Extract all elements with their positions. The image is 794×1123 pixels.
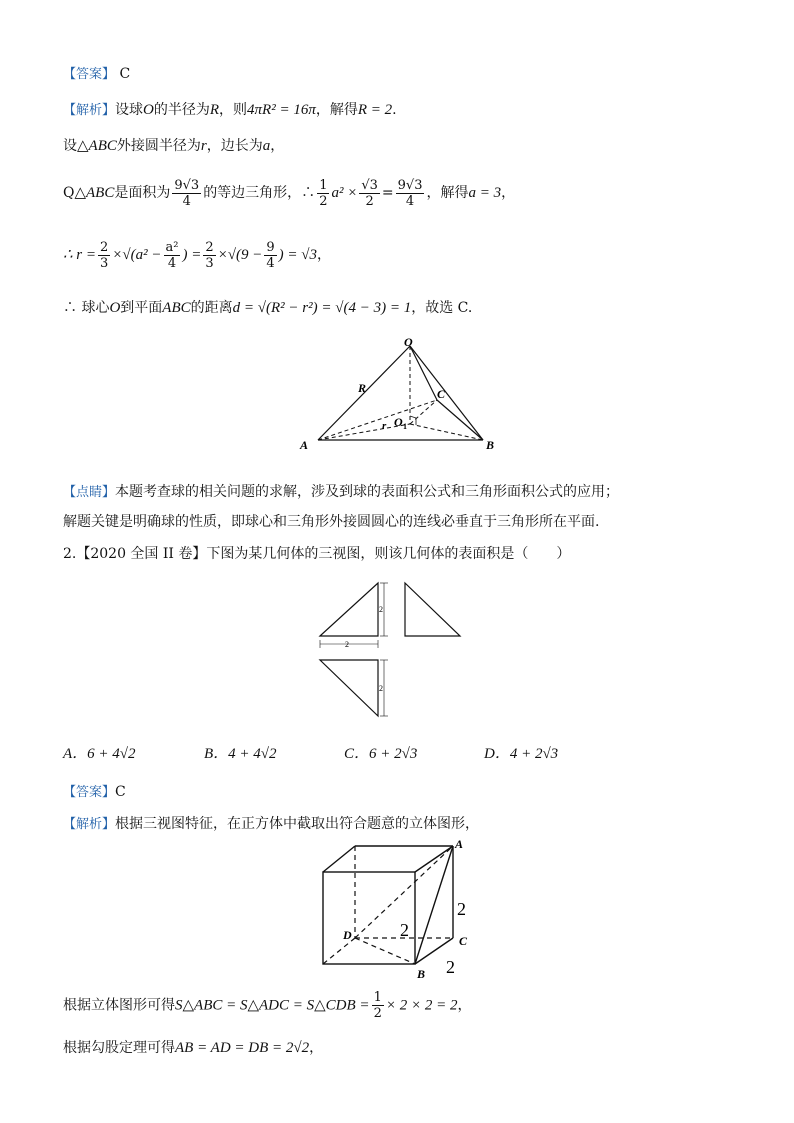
text: .: [392, 102, 397, 118]
edge-AC: [318, 400, 437, 440]
analysis-line-2: [63, 136, 284, 156]
label-A: A: [455, 838, 464, 851]
math: ) = √3: [278, 247, 318, 263]
text: 根据三视图特征，在正方体中截取出符合题意的立体图形，: [115, 816, 480, 832]
fraction: [317, 178, 329, 209]
comment-line-2: [63, 512, 599, 532]
option-text: A．6 + 4√2: [63, 746, 136, 762]
text: 的等边三角形，∴: [203, 185, 316, 201]
label-B: B: [486, 438, 495, 452]
denominator: 4: [405, 193, 415, 209]
numerator: a²: [165, 239, 179, 255]
text: ∴ 球心: [63, 300, 110, 316]
denominator: 2: [373, 1006, 382, 1021]
answer-tag: 【答案】: [63, 67, 116, 82]
label-A: A: [300, 438, 309, 452]
label-O: O: [404, 335, 413, 349]
math: R = 2: [357, 102, 393, 118]
math: a: [262, 138, 271, 154]
side-view: [405, 583, 460, 636]
fraction: [172, 178, 201, 209]
math: ∴ r =: [63, 247, 97, 263]
text: 是面积为: [114, 185, 171, 201]
label-C: C: [437, 387, 446, 401]
dimension-label: 2: [379, 684, 383, 693]
edge-OB: [410, 346, 483, 440]
denominator: 3: [205, 255, 214, 271]
math: S△ABC = S△ADC = S△CDB =: [175, 997, 370, 1014]
text: ，: [270, 138, 285, 154]
question-text: 2.【2020 全国 II 卷】下图为某几何体的三视图，则该几何体的表面积是（ ）: [63, 546, 571, 562]
edge-length-label: 2: [457, 899, 466, 919]
denominator: 4: [266, 255, 275, 271]
segment-O1C: [410, 400, 437, 424]
math: ×√(9 −: [217, 247, 263, 263]
question-2: [63, 544, 570, 564]
comment-tag: 【点睛】: [63, 485, 116, 500]
math: ×√(a² −: [112, 247, 162, 263]
text: ，解得: [315, 102, 358, 118]
fraction: [359, 178, 380, 209]
math: R: [209, 102, 220, 118]
label-O1-subscript: 1: [403, 422, 407, 431]
answer-tag: 【答案】: [63, 785, 116, 800]
numerator: √3: [361, 177, 378, 193]
numerator: 2: [100, 239, 109, 255]
label-B: B: [417, 967, 426, 981]
denominator: 2: [365, 193, 374, 209]
option-A: [63, 744, 136, 764]
numerator: 2: [205, 239, 214, 255]
option-D: [484, 744, 558, 764]
denominator: 4: [167, 255, 177, 271]
cube-figure: [315, 838, 480, 983]
math: r: [200, 138, 207, 154]
option-C: [344, 744, 417, 764]
numerator: 9: [266, 239, 275, 255]
math: O: [109, 300, 121, 316]
text: 外接圆半径为: [116, 138, 201, 154]
numerator: 1: [373, 990, 382, 1005]
math: a = 3: [468, 185, 502, 201]
cube-front-face: [323, 872, 415, 964]
text: Q: [63, 185, 75, 201]
text: ，则: [219, 102, 248, 118]
text: 解题关键是明确球的性质，即球心和三角形外接圆圆心的连线必垂直于三角形所在平面.: [63, 514, 600, 530]
math: d = √(R² − r²) = √(4 − 3) = 1: [232, 300, 412, 316]
three-view-drawing: [315, 578, 470, 723]
fraction: [396, 178, 425, 209]
label-D: D: [343, 928, 352, 942]
answer-line-1: [63, 64, 130, 85]
text: 的半径为: [153, 102, 210, 118]
numerator: 1: [319, 177, 328, 193]
text: 本题考查球的相关问题的求解，涉及到球的表面积公式和三角形面积公式的应用；: [115, 484, 620, 500]
fraction: [264, 240, 276, 271]
text: 设: [63, 138, 77, 154]
label-R: R: [358, 381, 367, 395]
text: 根据立体图形可得: [63, 997, 175, 1014]
denominator: 4: [182, 193, 191, 209]
analysis-tag: 【解析】: [63, 103, 116, 118]
fraction: [203, 240, 215, 271]
option-text: D．4 + 2√3: [484, 746, 559, 762]
label-O1: O: [394, 415, 403, 429]
comment-line-1: [63, 482, 619, 503]
math: △ABC: [77, 138, 117, 154]
math: ABC: [162, 300, 191, 316]
math: AB = AD = DB = 2√2: [175, 1040, 310, 1056]
text: 到平面: [120, 300, 163, 316]
edge-DB: [355, 938, 415, 964]
cube-edge: [323, 846, 355, 872]
fraction: [164, 240, 181, 271]
edge-CB: [437, 400, 483, 440]
numerator: 9√3: [397, 177, 423, 193]
text: ，: [501, 185, 516, 201]
edge-length-label: 2: [400, 920, 409, 940]
analysis-line-3: [63, 176, 515, 210]
tetrahedron-figure: [290, 332, 510, 454]
cube-edge: [415, 846, 453, 872]
text: 根据勾股定理可得: [63, 1040, 175, 1056]
label-r: r: [382, 420, 387, 432]
analysis-tag: 【解析】: [63, 817, 116, 832]
text: ，故选 C.: [411, 300, 473, 316]
option-B: [204, 744, 277, 764]
numerator: 9√3: [174, 177, 200, 193]
text: ，: [309, 1040, 324, 1056]
label-C: C: [459, 934, 468, 948]
analysis-line-5: [63, 298, 472, 318]
fraction: [372, 990, 384, 1021]
fraction: [98, 240, 110, 271]
dimension-label: 2: [379, 605, 383, 614]
math: △ABC: [74, 185, 115, 201]
text: ，边长为: [206, 138, 263, 154]
analysis2-line-1: [63, 814, 479, 835]
option-text: C．6 + 2√3: [344, 746, 418, 762]
text: ，: [457, 997, 472, 1014]
denominator: 2: [319, 193, 328, 209]
math: O: [143, 102, 154, 118]
analysis-line-4: [63, 238, 331, 272]
math: ) =: [182, 247, 202, 263]
edge-OC: [410, 346, 437, 400]
option-text: B．4 + 4√2: [204, 746, 277, 762]
dimension-label: 2: [345, 640, 349, 649]
math: a² ×: [331, 185, 358, 201]
answer-line-2: [63, 782, 126, 803]
answer-value: C: [119, 66, 131, 82]
text: =: [381, 185, 394, 201]
text: 的距离: [190, 300, 233, 316]
text: ，: [317, 247, 332, 263]
analysis-line-1: [63, 100, 397, 121]
math: × 2 × 2 = 2: [385, 997, 458, 1014]
denominator: 3: [100, 255, 109, 271]
answer-value: C: [115, 784, 126, 800]
edge-length-label: 2: [446, 957, 455, 977]
text: 设球: [115, 102, 144, 118]
front-view: [320, 583, 378, 636]
analysis2-line-2: [63, 990, 471, 1020]
math: 4πR² = 16π: [247, 102, 316, 118]
analysis2-line-3: [63, 1038, 323, 1058]
top-view: [320, 660, 378, 716]
text: ，解得: [426, 185, 469, 201]
